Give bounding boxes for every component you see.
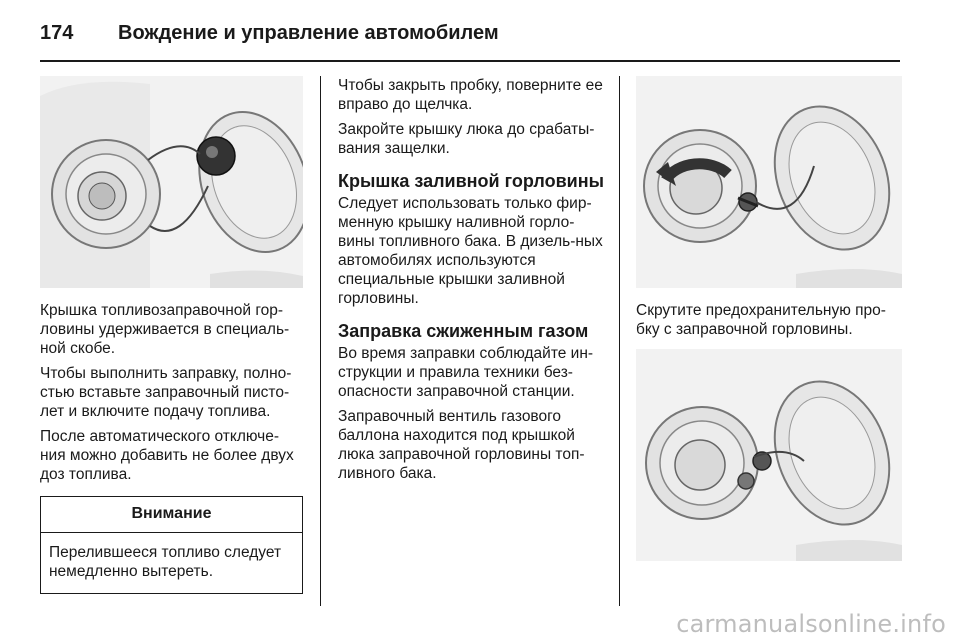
paragraph-close-flap: Закройте крышку люка до срабаты-вания защелки.	[338, 121, 595, 157]
watermark: carmanualsonline.info	[676, 610, 946, 638]
notice-body: Перелившееся топливо следует немедленно вытереть.	[49, 544, 282, 580]
column-left	[40, 76, 303, 594]
page-header	[40, 18, 499, 48]
unscrew-cap-illustration	[636, 76, 902, 288]
fuel-cap-open-illustration	[40, 76, 303, 288]
paragraph-lpg-valve: Заправочный вентиль газового баллона находится под крышкой люка заправочной горловины топ-ливного бака.	[338, 408, 585, 482]
page-title: Вождение и управление автомобилем	[118, 21, 499, 44]
lpg-valve-illustration	[636, 349, 902, 561]
paragraph-close-cap: Чтобы закрыть пробку, поверните ее вправо до щелчка.	[338, 77, 603, 113]
column-middle	[338, 76, 606, 483]
paragraph-lpg-instructions: Во время заправки соблюдайте ин-струкции и правила техники без-опасности заправочной станции.	[338, 345, 594, 400]
header-rule	[40, 60, 900, 62]
heading-lpg-refuel: Заправка сжиженным газом	[338, 321, 589, 341]
unscrew-cap-drawing	[636, 76, 902, 288]
figure-caption-unscrew: Скрутите предохранительную про-бку с заправочной горловины.	[636, 302, 886, 338]
column-divider-right	[619, 76, 620, 606]
paragraph-auto-shutoff: После автоматического отключе-ния можно добавить не более двух доз топлива.	[40, 428, 294, 483]
warning-notice	[40, 496, 303, 594]
notice-title: Внимание	[41, 497, 302, 533]
page-number: 174	[40, 21, 74, 44]
column-right	[636, 76, 902, 561]
figure-caption: Крышка топливозаправочной гор-ловины удерживается в специаль-ной скобе.	[40, 302, 290, 357]
heading-filler-cap: Крышка заливной горловины	[338, 171, 604, 191]
column-divider-left	[320, 76, 321, 606]
lpg-valve-drawing	[636, 349, 902, 561]
fuel-cap-open-drawing	[40, 76, 303, 288]
paragraph-filler-cap: Следует использовать только фир-менную крышку наливной горло-вины топливного бака. В дизель-ных автомобилях используются специальные крышки заливной горловины.	[338, 195, 603, 307]
paragraph-refuel: Чтобы выполнить заправку, полно-стью вставьте заправочный писто-лет и включите подачу топлива.	[40, 365, 292, 420]
